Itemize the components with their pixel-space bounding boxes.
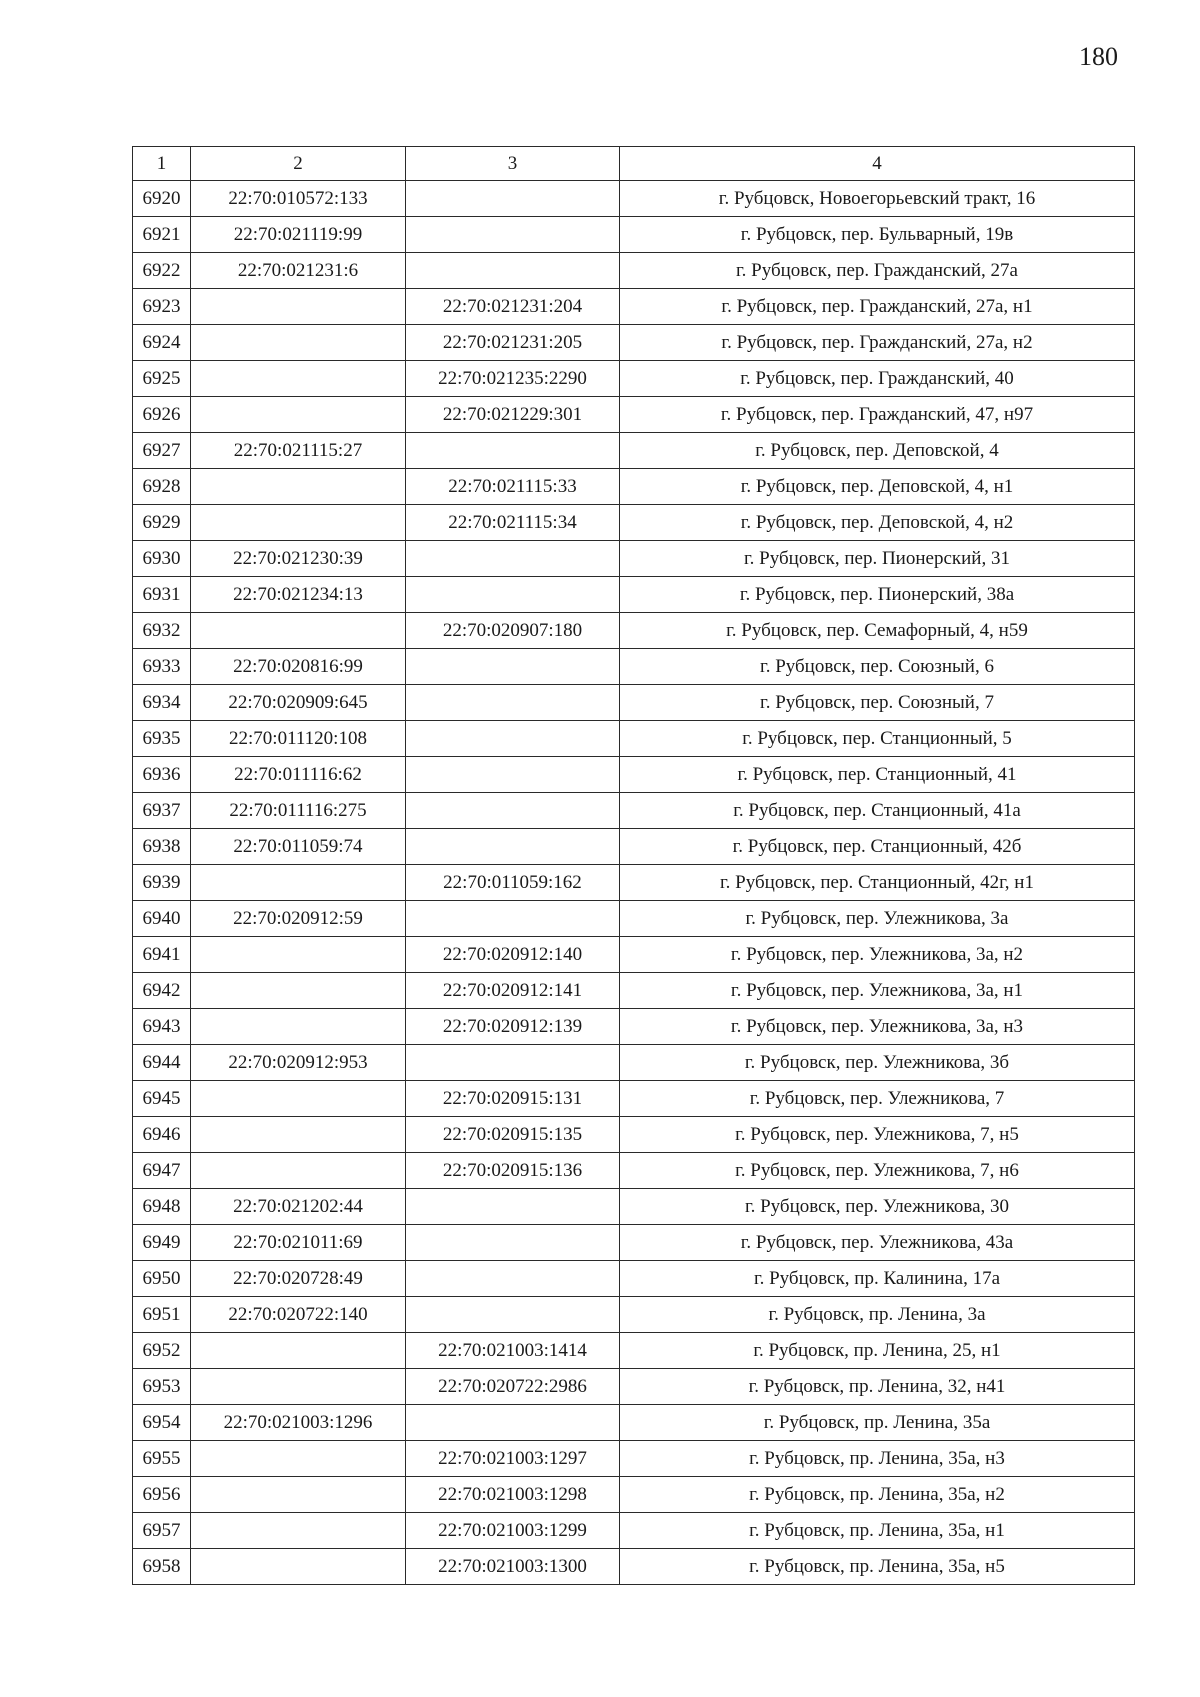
row-number-cell: 6929 xyxy=(133,505,191,541)
table-row xyxy=(133,721,1135,757)
column-header-3: 3 xyxy=(406,147,620,181)
land-cadastral-number-cell xyxy=(191,613,406,649)
land-cadastral-number-cell: 22:70:020722:140 xyxy=(191,1297,406,1333)
land-cadastral-number-cell xyxy=(191,1153,406,1189)
land-cadastral-number-cell xyxy=(191,1441,406,1477)
row-number-cell: 6932 xyxy=(133,613,191,649)
address-cell: г. Рубцовск, пер. Пионерский, 38а xyxy=(620,577,1135,613)
building-cadastral-number-cell xyxy=(406,793,620,829)
row-number-cell: 6944 xyxy=(133,1045,191,1081)
address-cell: г. Рубцовск, пер. Улежникова, 3а, н1 xyxy=(620,973,1135,1009)
row-number-cell: 6931 xyxy=(133,577,191,613)
building-cadastral-number-cell xyxy=(406,1045,620,1081)
row-number-cell: 6952 xyxy=(133,1333,191,1369)
column-header-2: 2 xyxy=(191,147,406,181)
building-cadastral-number-cell: 22:70:020915:136 xyxy=(406,1153,620,1189)
table-row xyxy=(133,1153,1135,1189)
table-row xyxy=(133,217,1135,253)
land-cadastral-number-cell: 22:70:021003:1296 xyxy=(191,1405,406,1441)
building-cadastral-number-cell: 22:70:021231:204 xyxy=(406,289,620,325)
row-number-cell: 6954 xyxy=(133,1405,191,1441)
address-cell: г. Рубцовск, пер. Улежникова, 3б xyxy=(620,1045,1135,1081)
building-cadastral-number-cell: 22:70:021003:1297 xyxy=(406,1441,620,1477)
row-number-cell: 6924 xyxy=(133,325,191,361)
address-cell: г. Рубцовск, пр. Калинина, 17а xyxy=(620,1261,1135,1297)
address-cell: г. Рубцовск, пер. Гражданский, 27а, н1 xyxy=(620,289,1135,325)
building-cadastral-number-cell: 22:70:020915:135 xyxy=(406,1117,620,1153)
building-cadastral-number-cell: 22:70:021003:1414 xyxy=(406,1333,620,1369)
table-row xyxy=(133,1441,1135,1477)
building-cadastral-number-cell: 22:70:021003:1298 xyxy=(406,1477,620,1513)
land-cadastral-number-cell xyxy=(191,469,406,505)
row-number-cell: 6951 xyxy=(133,1297,191,1333)
land-cadastral-number-cell: 22:70:011116:275 xyxy=(191,793,406,829)
table-row xyxy=(133,1117,1135,1153)
building-cadastral-number-cell: 22:70:020912:140 xyxy=(406,937,620,973)
table-row xyxy=(133,649,1135,685)
building-cadastral-number-cell xyxy=(406,217,620,253)
building-cadastral-number-cell: 22:70:020722:2986 xyxy=(406,1369,620,1405)
building-cadastral-number-cell: 22:70:020915:131 xyxy=(406,1081,620,1117)
row-number-cell: 6942 xyxy=(133,973,191,1009)
address-cell: г. Рубцовск, пр. Ленина, 25, н1 xyxy=(620,1333,1135,1369)
row-number-cell: 6936 xyxy=(133,757,191,793)
table-row xyxy=(133,541,1135,577)
row-number-cell: 6923 xyxy=(133,289,191,325)
row-number-cell: 6921 xyxy=(133,217,191,253)
row-number-cell: 6946 xyxy=(133,1117,191,1153)
land-cadastral-number-cell xyxy=(191,1117,406,1153)
row-number-cell: 6956 xyxy=(133,1477,191,1513)
land-cadastral-number-cell xyxy=(191,289,406,325)
row-number-cell: 6943 xyxy=(133,1009,191,1045)
table-row xyxy=(133,397,1135,433)
building-cadastral-number-cell xyxy=(406,1189,620,1225)
table-row xyxy=(133,685,1135,721)
land-cadastral-number-cell xyxy=(191,1369,406,1405)
table-row xyxy=(133,1081,1135,1117)
land-cadastral-number-cell xyxy=(191,1333,406,1369)
address-cell: г. Рубцовск, пер. Союзный, 6 xyxy=(620,649,1135,685)
row-number-cell: 6955 xyxy=(133,1441,191,1477)
land-cadastral-number-cell: 22:70:021230:39 xyxy=(191,541,406,577)
building-cadastral-number-cell xyxy=(406,1261,620,1297)
land-cadastral-number-cell xyxy=(191,325,406,361)
row-number-cell: 6937 xyxy=(133,793,191,829)
building-cadastral-number-cell: 22:70:021115:33 xyxy=(406,469,620,505)
table-row xyxy=(133,289,1135,325)
row-number-cell: 6945 xyxy=(133,1081,191,1117)
table-row xyxy=(133,865,1135,901)
row-number-cell: 6926 xyxy=(133,397,191,433)
address-cell: г. Рубцовск, пр. Ленина, 3а xyxy=(620,1297,1135,1333)
row-number-cell: 6935 xyxy=(133,721,191,757)
building-cadastral-number-cell: 22:70:021003:1300 xyxy=(406,1549,620,1585)
building-cadastral-number-cell xyxy=(406,649,620,685)
row-number-cell: 6940 xyxy=(133,901,191,937)
table-row xyxy=(133,1189,1135,1225)
row-number-cell: 6947 xyxy=(133,1153,191,1189)
table-row xyxy=(133,937,1135,973)
row-number-cell: 6930 xyxy=(133,541,191,577)
building-cadastral-number-cell: 22:70:021231:205 xyxy=(406,325,620,361)
address-cell: г. Рубцовск, пер. Станционный, 42б xyxy=(620,829,1135,865)
land-cadastral-number-cell: 22:70:021231:6 xyxy=(191,253,406,289)
land-cadastral-number-cell: 22:70:020912:59 xyxy=(191,901,406,937)
table-row xyxy=(133,325,1135,361)
land-cadastral-number-cell: 22:70:020728:49 xyxy=(191,1261,406,1297)
address-cell: г. Рубцовск, Новоегорьевский тракт, 16 xyxy=(620,181,1135,217)
address-cell: г. Рубцовск, пер. Деповской, 4, н1 xyxy=(620,469,1135,505)
table-row xyxy=(133,361,1135,397)
address-cell: г. Рубцовск, пер. Пионерский, 31 xyxy=(620,541,1135,577)
building-cadastral-number-cell: 22:70:021115:34 xyxy=(406,505,620,541)
land-cadastral-number-cell: 22:70:020912:953 xyxy=(191,1045,406,1081)
row-number-cell: 6950 xyxy=(133,1261,191,1297)
row-number-cell: 6949 xyxy=(133,1225,191,1261)
table-row xyxy=(133,1333,1135,1369)
row-number-cell: 6953 xyxy=(133,1369,191,1405)
building-cadastral-number-cell xyxy=(406,1297,620,1333)
address-cell: г. Рубцовск, пер. Улежникова, 3а, н2 xyxy=(620,937,1135,973)
land-cadastral-number-cell: 22:70:021115:27 xyxy=(191,433,406,469)
row-number-cell: 6934 xyxy=(133,685,191,721)
table-body xyxy=(133,181,1135,1585)
table-row xyxy=(133,1225,1135,1261)
address-cell: г. Рубцовск, пер. Станционный, 41 xyxy=(620,757,1135,793)
land-cadastral-number-cell: 22:70:020909:645 xyxy=(191,685,406,721)
table-row xyxy=(133,1405,1135,1441)
address-cell: г. Рубцовск, пер. Улежникова, 3а, н3 xyxy=(620,1009,1135,1045)
building-cadastral-number-cell xyxy=(406,901,620,937)
land-cadastral-number-cell: 22:70:021119:99 xyxy=(191,217,406,253)
land-cadastral-number-cell: 22:70:021202:44 xyxy=(191,1189,406,1225)
land-cadastral-number-cell: 22:70:011120:108 xyxy=(191,721,406,757)
building-cadastral-number-cell xyxy=(406,181,620,217)
table-row xyxy=(133,1261,1135,1297)
row-number-cell: 6941 xyxy=(133,937,191,973)
land-cadastral-number-cell xyxy=(191,1081,406,1117)
address-cell: г. Рубцовск, пер. Гражданский, 47, н97 xyxy=(620,397,1135,433)
column-header-1: 1 xyxy=(133,147,191,181)
address-cell: г. Рубцовск, пер. Станционный, 5 xyxy=(620,721,1135,757)
table-row xyxy=(133,793,1135,829)
table-row xyxy=(133,469,1135,505)
address-cell: г. Рубцовск, пр. Ленина, 35а xyxy=(620,1405,1135,1441)
building-cadastral-number-cell xyxy=(406,1225,620,1261)
building-cadastral-number-cell xyxy=(406,577,620,613)
address-cell: г. Рубцовск, пер. Улежникова, 43а xyxy=(620,1225,1135,1261)
land-cadastral-number-cell: 22:70:020816:99 xyxy=(191,649,406,685)
table-row xyxy=(133,1045,1135,1081)
address-cell: г. Рубцовск, пер. Семафорный, 4, н59 xyxy=(620,613,1135,649)
table-row xyxy=(133,1549,1135,1585)
address-cell: г. Рубцовск, пер. Улежникова, 7 xyxy=(620,1081,1135,1117)
row-number-cell: 6948 xyxy=(133,1189,191,1225)
address-cell: г. Рубцовск, пер. Бульварный, 19в xyxy=(620,217,1135,253)
table-header-row xyxy=(133,147,1135,181)
land-cadastral-number-cell: 22:70:011059:74 xyxy=(191,829,406,865)
address-cell: г. Рубцовск, пр. Ленина, 35а, н5 xyxy=(620,1549,1135,1585)
building-cadastral-number-cell xyxy=(406,433,620,469)
land-cadastral-number-cell xyxy=(191,1549,406,1585)
table-row xyxy=(133,901,1135,937)
address-cell: г. Рубцовск, пер. Деповской, 4, н2 xyxy=(620,505,1135,541)
table-row xyxy=(133,181,1135,217)
land-cadastral-number-cell: 22:70:021234:13 xyxy=(191,577,406,613)
row-number-cell: 6958 xyxy=(133,1549,191,1585)
address-cell: г. Рубцовск, пер. Улежникова, 7, н6 xyxy=(620,1153,1135,1189)
table-row xyxy=(133,829,1135,865)
building-cadastral-number-cell: 22:70:020912:141 xyxy=(406,973,620,1009)
land-cadastral-number-cell: 22:70:011116:62 xyxy=(191,757,406,793)
table-row xyxy=(133,253,1135,289)
building-cadastral-number-cell: 22:70:020907:180 xyxy=(406,613,620,649)
building-cadastral-number-cell: 22:70:011059:162 xyxy=(406,865,620,901)
row-number-cell: 6925 xyxy=(133,361,191,397)
property-registry-table xyxy=(132,146,1135,1585)
page-number: 180 xyxy=(1079,42,1118,71)
table-row xyxy=(133,1513,1135,1549)
land-cadastral-number-cell xyxy=(191,1477,406,1513)
table-row xyxy=(133,613,1135,649)
building-cadastral-number-cell: 22:70:021235:2290 xyxy=(406,361,620,397)
land-cadastral-number-cell xyxy=(191,361,406,397)
building-cadastral-number-cell xyxy=(406,721,620,757)
address-cell: г. Рубцовск, пер. Гражданский, 27а xyxy=(620,253,1135,289)
row-number-cell: 6922 xyxy=(133,253,191,289)
row-number-cell: 6928 xyxy=(133,469,191,505)
land-cadastral-number-cell xyxy=(191,1513,406,1549)
address-cell: г. Рубцовск, пр. Ленина, 35а, н1 xyxy=(620,1513,1135,1549)
address-cell: г. Рубцовск, пер. Станционный, 42г, н1 xyxy=(620,865,1135,901)
address-cell: г. Рубцовск, пер. Улежникова, 30 xyxy=(620,1189,1135,1225)
building-cadastral-number-cell xyxy=(406,757,620,793)
address-cell: г. Рубцовск, пер. Гражданский, 40 xyxy=(620,361,1135,397)
building-cadastral-number-cell: 22:70:020912:139 xyxy=(406,1009,620,1045)
building-cadastral-number-cell: 22:70:021229:301 xyxy=(406,397,620,433)
building-cadastral-number-cell xyxy=(406,253,620,289)
row-number-cell: 6920 xyxy=(133,181,191,217)
row-number-cell: 6939 xyxy=(133,865,191,901)
land-cadastral-number-cell xyxy=(191,865,406,901)
building-cadastral-number-cell xyxy=(406,541,620,577)
land-cadastral-number-cell xyxy=(191,397,406,433)
building-cadastral-number-cell xyxy=(406,1405,620,1441)
address-cell: г. Рубцовск, пер. Улежникова, 7, н5 xyxy=(620,1117,1135,1153)
address-cell: г. Рубцовск, пр. Ленина, 35а, н3 xyxy=(620,1441,1135,1477)
table-row xyxy=(133,1297,1135,1333)
building-cadastral-number-cell xyxy=(406,685,620,721)
table-row xyxy=(133,1477,1135,1513)
table-row xyxy=(133,433,1135,469)
table-row xyxy=(133,1009,1135,1045)
table-row xyxy=(133,973,1135,1009)
address-cell: г. Рубцовск, пр. Ленина, 35а, н2 xyxy=(620,1477,1135,1513)
address-cell: г. Рубцовск, пер. Станционный, 41а xyxy=(620,793,1135,829)
address-cell: г. Рубцовск, пер. Улежникова, 3а xyxy=(620,901,1135,937)
address-cell: г. Рубцовск, пер. Гражданский, 27а, н2 xyxy=(620,325,1135,361)
address-cell: г. Рубцовск, пер. Деповской, 4 xyxy=(620,433,1135,469)
land-cadastral-number-cell: 22:70:010572:133 xyxy=(191,181,406,217)
column-header-4: 4 xyxy=(620,147,1135,181)
building-cadastral-number-cell: 22:70:021003:1299 xyxy=(406,1513,620,1549)
land-cadastral-number-cell xyxy=(191,973,406,1009)
address-cell: г. Рубцовск, пер. Союзный, 7 xyxy=(620,685,1135,721)
address-cell: г. Рубцовск, пр. Ленина, 32, н41 xyxy=(620,1369,1135,1405)
building-cadastral-number-cell xyxy=(406,829,620,865)
land-cadastral-number-cell xyxy=(191,1009,406,1045)
row-number-cell: 6927 xyxy=(133,433,191,469)
row-number-cell: 6938 xyxy=(133,829,191,865)
land-cadastral-number-cell xyxy=(191,505,406,541)
table-row xyxy=(133,757,1135,793)
row-number-cell: 6933 xyxy=(133,649,191,685)
table-row xyxy=(133,577,1135,613)
table-row xyxy=(133,1369,1135,1405)
row-number-cell: 6957 xyxy=(133,1513,191,1549)
table-row xyxy=(133,505,1135,541)
land-cadastral-number-cell xyxy=(191,937,406,973)
land-cadastral-number-cell: 22:70:021011:69 xyxy=(191,1225,406,1261)
